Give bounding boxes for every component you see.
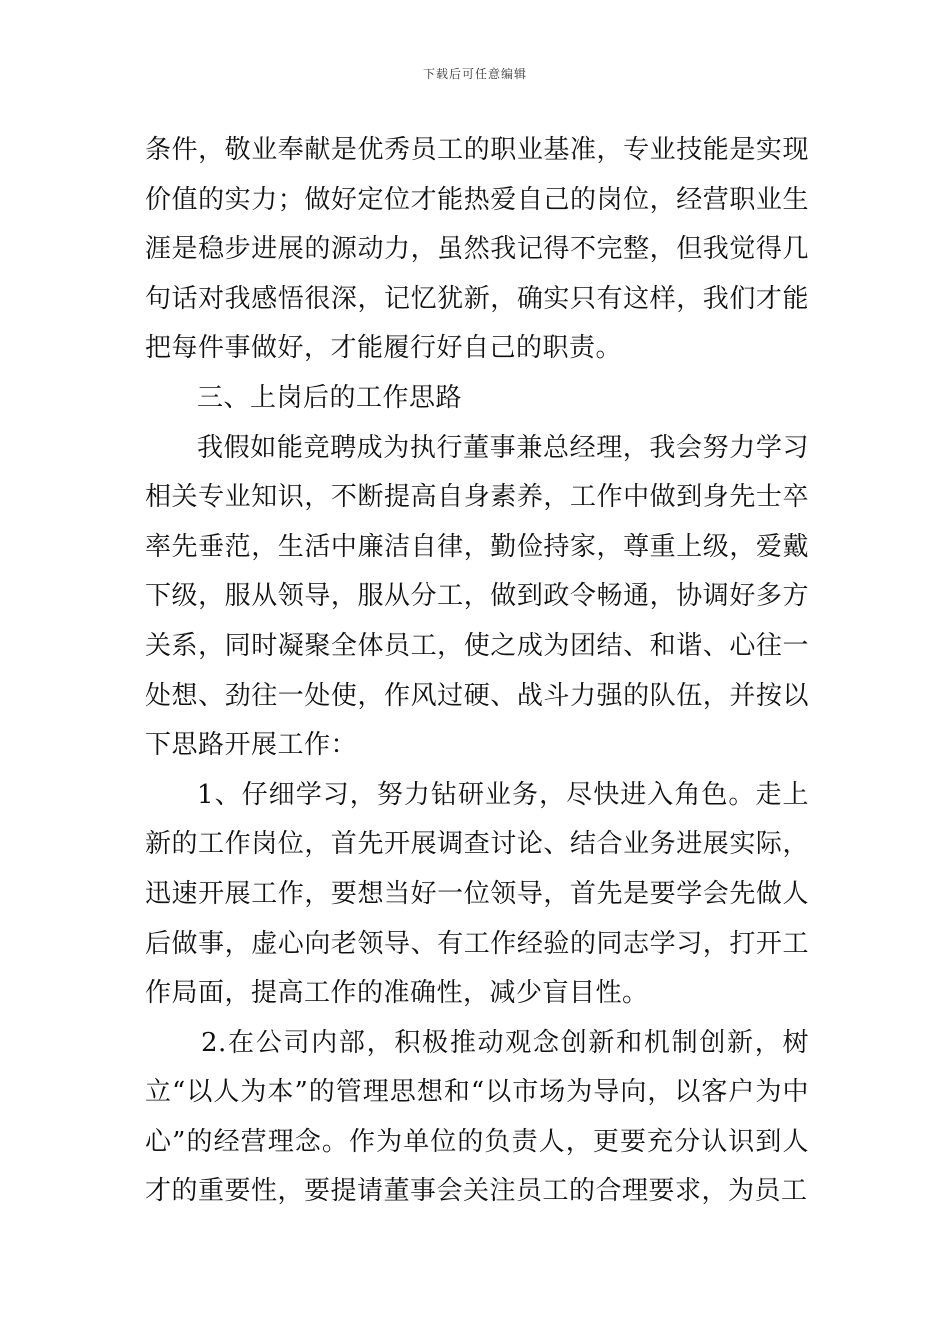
paragraph-continuation: 条件，敬业奉献是优秀员工的职业基准，专业技能是实现价值的实力；做好定位才能热爱自己的岗位，经营职业生涯是稳步进展的源动力，虽然我记得不完整，但我觉得几句话对我感悟很深，记忆犹新，确实只有这样，我们才能把每件事做好，才能履行好自己的职责。 bbox=[145, 135, 809, 364]
paragraph-work-plan: 我假如能竞聘成为执行董事兼总经理，我会努力学习相关专业知识，不断提高自身素养，工作中做到身先士卒率先垂范，生活中廉洁自律，勤俭持家，尊重上级，爱戴下级，服从领导，服从分工，做到政令畅通，协调好多方关系，同时凝聚全体员工，使之成为团结、和谐、心往一处想、劲往一处使，作风过硬、战斗力强的队伍，并按以下思路开展工作： bbox=[145, 432, 809, 761]
section-heading: 三、上岗后的工作思路 bbox=[197, 382, 463, 413]
paragraph-item-1: 1、仔细学习，努力钻研业务，尽快进入角色。走上新的工作岗位，首先开展调查讨论、结合业务进展实际，迅速开展工作，要想当好一位领导，首先是要学会先做人后做事，虚心向老领导、有工作经验的同志学习，打开工作局面，提高工作的准确性，减少盲目性。 bbox=[145, 779, 809, 1009]
page-header-note: 下载后可任意编辑 bbox=[422, 67, 527, 81]
document-body bbox=[145, 126, 809, 1217]
paragraph-item-2: 2.在公司内部，积极推动观念创新和机制创新，树立“以人为本”的管理思想和“以市场为导向，以客户为中心”的经营理念。作为单位的负责人，更要充分认识到人才的重要性，要提请董事会关注员工的合理要求，为员工 bbox=[145, 1027, 809, 1207]
